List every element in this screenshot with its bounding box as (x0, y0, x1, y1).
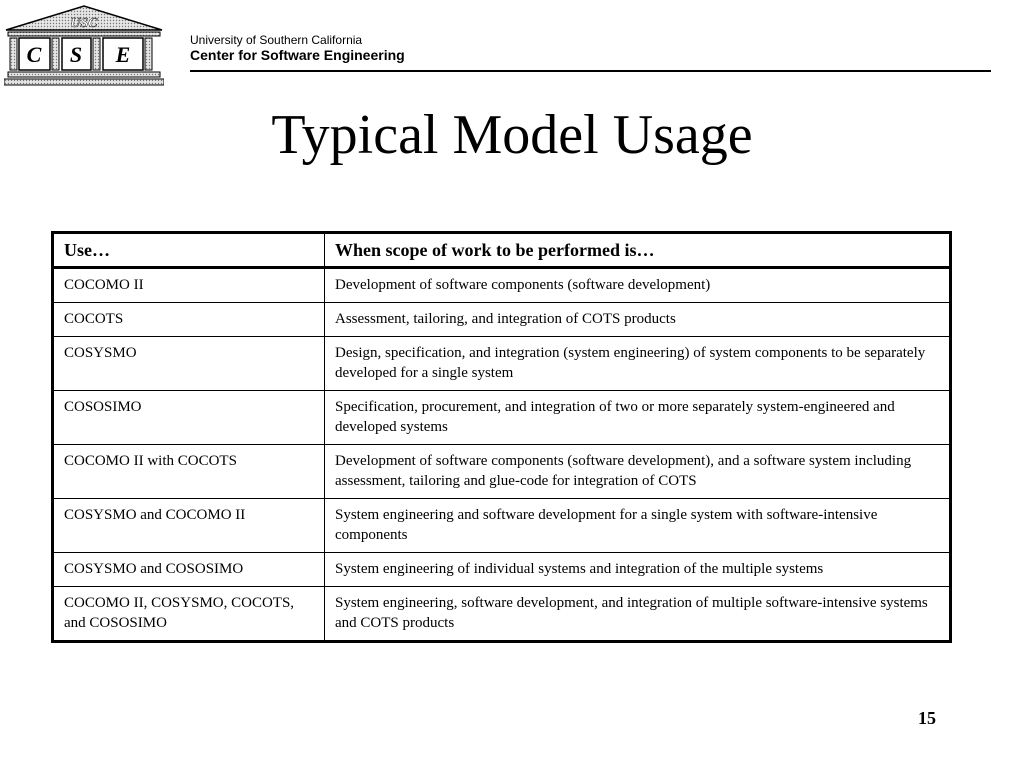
cell-scope: Specification, procurement, and integration of two or more separately system-engineered and developed systems (325, 391, 951, 445)
table-row (53, 499, 951, 553)
logo-letter-s: S (69, 42, 83, 67)
table-row (53, 553, 951, 587)
cell-scope: Development of software components (software development) (325, 268, 951, 303)
usc-cse-logo (4, 4, 164, 88)
table-row (53, 587, 951, 642)
logo-letter-c: C (26, 42, 42, 67)
cell-scope: Design, specification, and integration (system engineering) of system components to be separately developed for a single system (325, 337, 951, 391)
table-row (53, 303, 951, 337)
cell-use: COCOMO II, COSYSMO, COCOTS, and COSOSIMO (53, 587, 325, 642)
header-divider (190, 70, 991, 72)
cell-use: COCOMO II with COCOTS (53, 445, 325, 499)
header-scope: When scope of work to be performed is… (325, 233, 951, 268)
table-header-row (53, 233, 951, 268)
table-row (53, 268, 951, 303)
cell-use: COCOTS (53, 303, 325, 337)
table-row (53, 337, 951, 391)
table-row (53, 391, 951, 445)
cell-scope: System engineering and software development for a single system with software-intensive components (325, 499, 951, 553)
cell-use: COSYSMO and COSOSIMO (53, 553, 325, 587)
logo-usc-text: USC (70, 16, 98, 31)
organization-block (190, 33, 405, 64)
cell-scope: Assessment, tailoring, and integration of COTS products (325, 303, 951, 337)
table-row (53, 445, 951, 499)
cell-scope: System engineering, software development, and integration of multiple software-intensive systems and COTS products (325, 587, 951, 642)
cell-use: COCOMO II (53, 268, 325, 303)
university-name: University of Southern California (190, 33, 363, 47)
cell-scope: Development of software components (software development), and a software system including assessment, tailoring and glue-code for integration of COTS (325, 445, 951, 499)
header-use: Use… (53, 233, 325, 268)
slide-title: Typical Model Usage (271, 104, 753, 166)
cell-scope: System engineering of individual systems and integration of the multiple systems (325, 553, 951, 587)
logo-letter-e: E (115, 42, 131, 67)
cell-use: COSOSIMO (53, 391, 325, 445)
model-usage-table (51, 231, 952, 643)
center-name: Center for Software Engineering (190, 47, 405, 63)
model-usage-table-container (51, 231, 952, 643)
cell-use: COSYSMO and COCOMO II (53, 499, 325, 553)
page-number: 15 (918, 708, 936, 728)
cell-use: COSYSMO (53, 337, 325, 391)
